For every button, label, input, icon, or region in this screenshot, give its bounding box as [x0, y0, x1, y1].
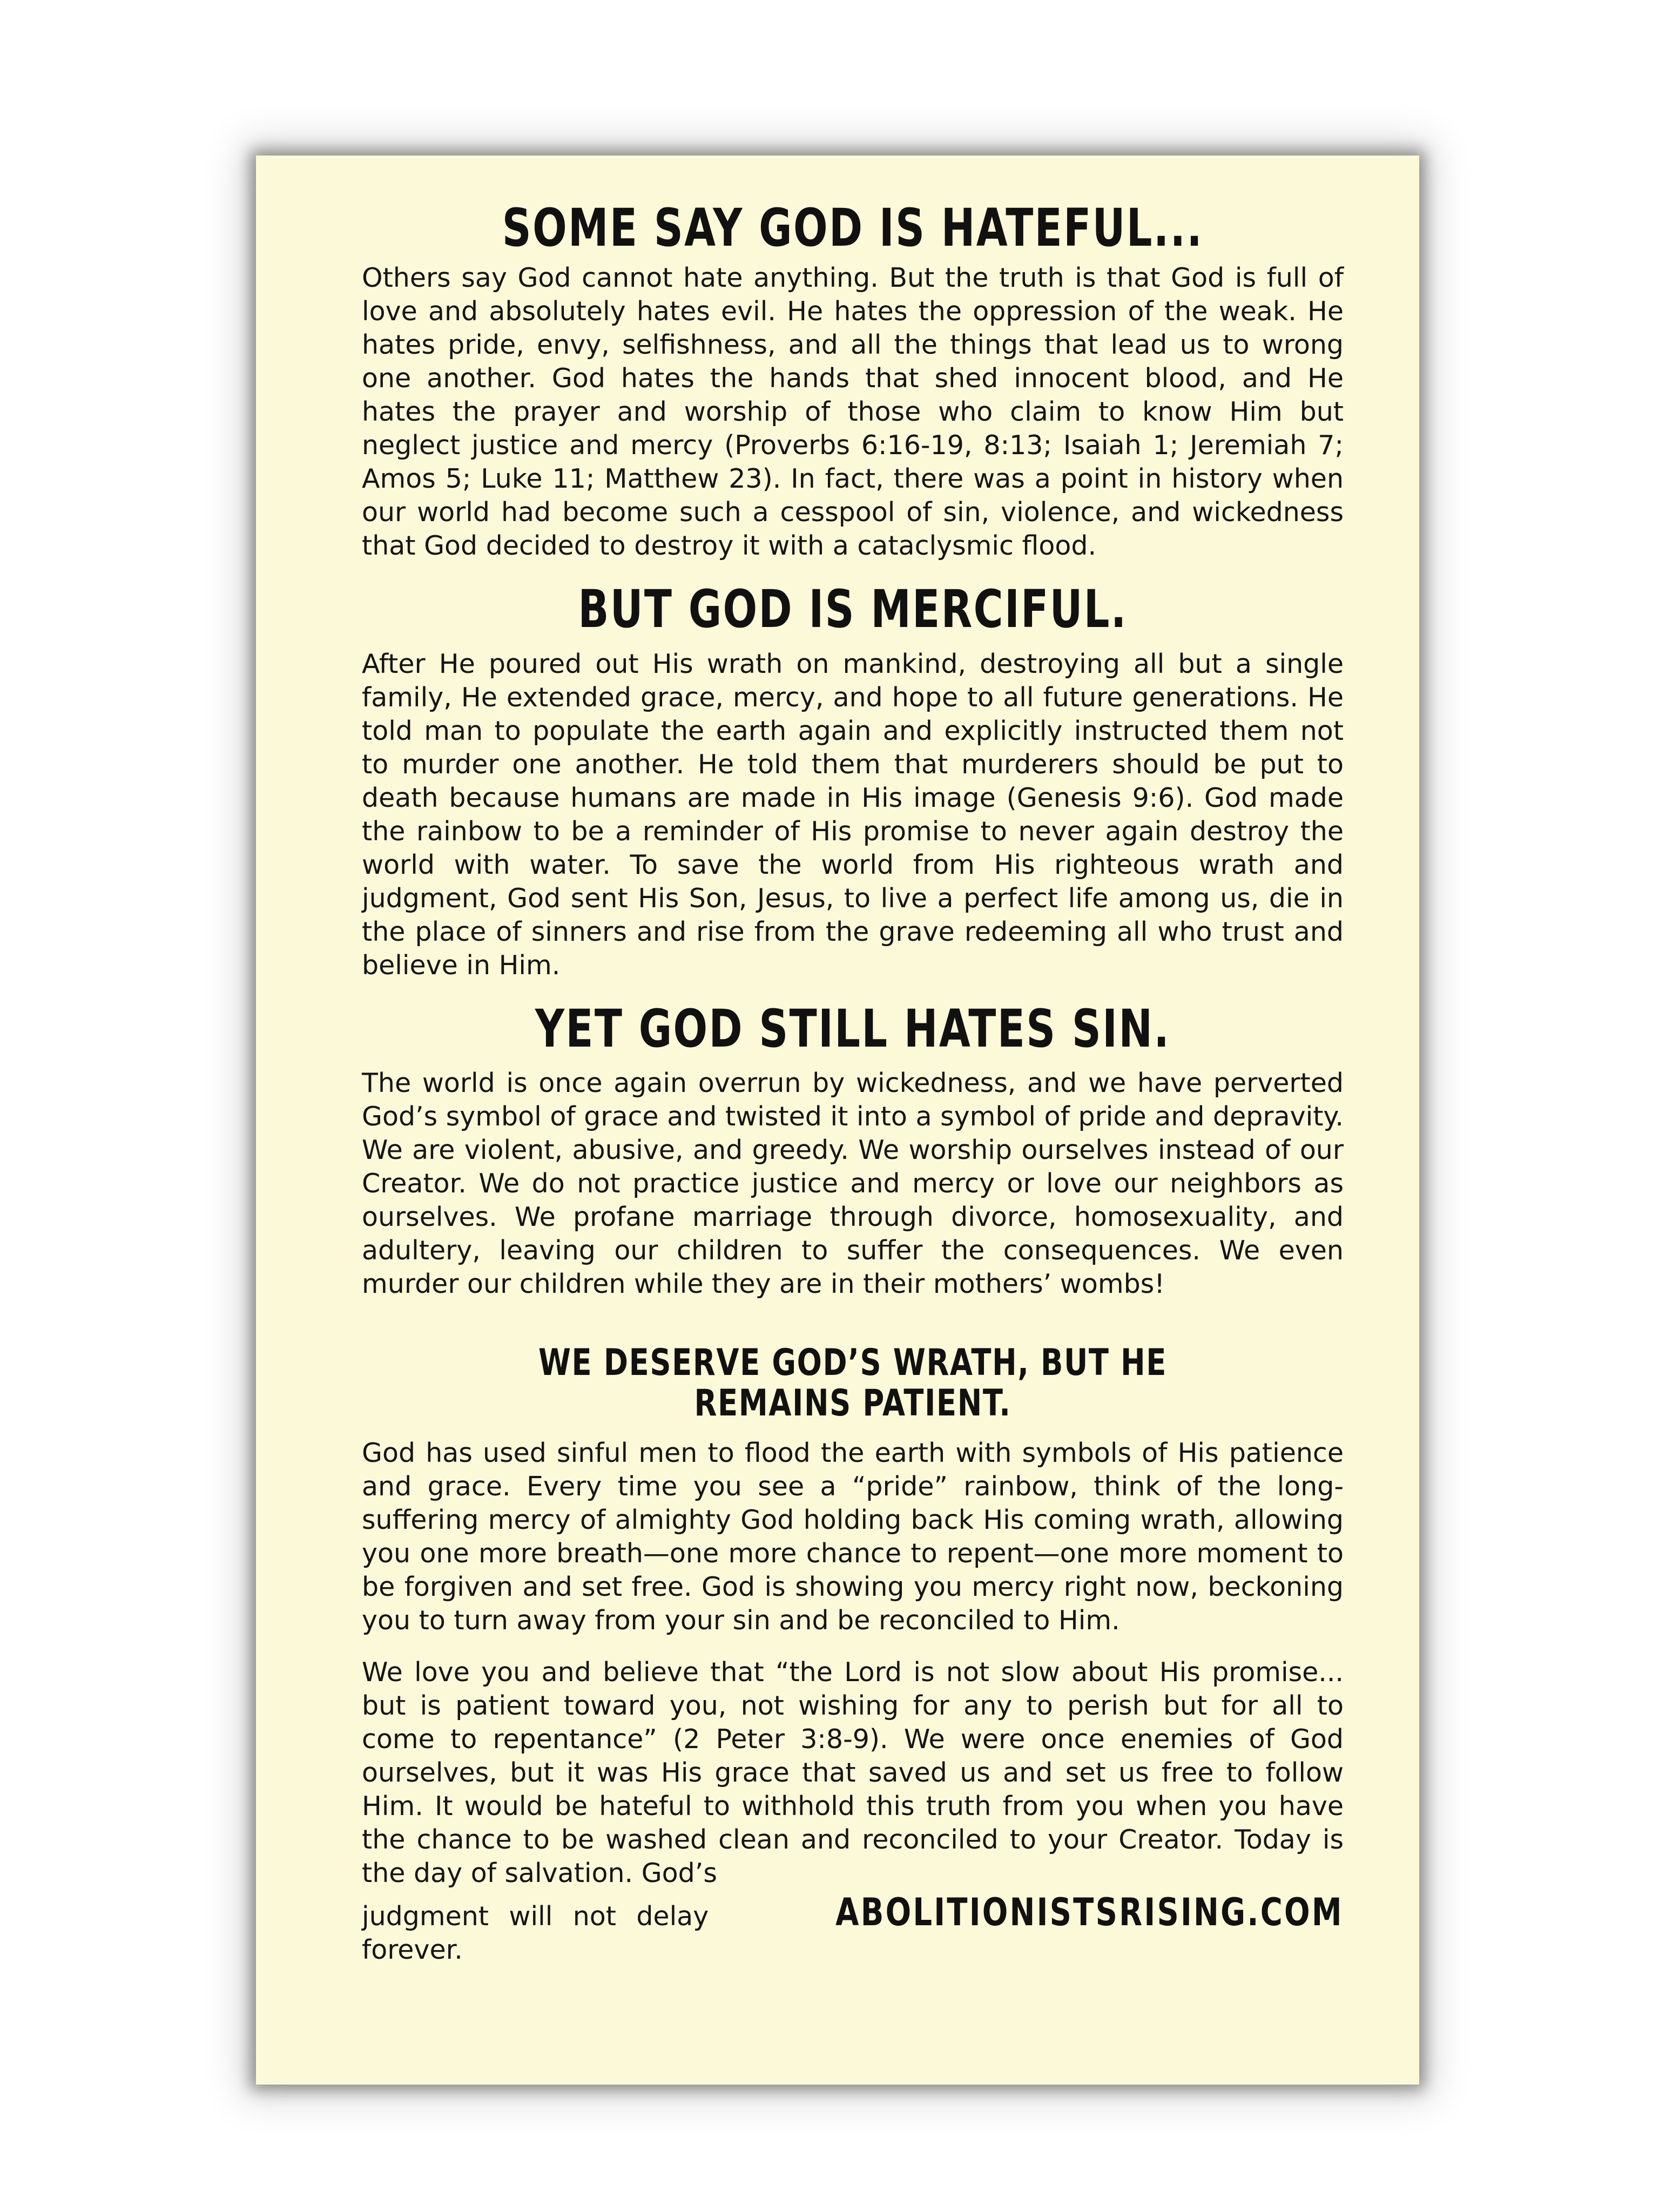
section-heading-hates-sin: YET GOD STILL HATES SIN. [535, 999, 1171, 1060]
section-heading-merciful: BUT GOD IS MERCIFUL. [578, 578, 1128, 639]
tract-card [256, 156, 1419, 2085]
section-body-hates-sin: The world is once again overrun by wickedness, and we have perverted God’s symbol of grace and twisted it into a symbol of pride and depravity. We are violent, abusive, and greedy. We worship ourselves instead of our Creator. We do not practice justice and mercy or love our neighbors as ourselves. We profane marriage through divorce, homosexuality, and adultery, leaving our children to suffer the consequences. We even murder our children while they are in their mothers’ wombs! [362, 1067, 1344, 1299]
closing-last-sentence: judgment will not delay forever. [362, 1901, 709, 1966]
closing-body: We love you and believe that “the Lord is not slow about His promise... but is patient toward you, not wishing for any to perish but for all to come to repentance” (2 Peter 3:8-9). We were once enemies of God ourselves, but it was His grace that saved us and set us free to follow Him. It would be hateful to withhold this truth from you when you have the chance to be washed clean and reconciled to your Creator. Today is the day of salvation. God’s [362, 1657, 1344, 1889]
section-heading-hateful: SOME SAY GOD IS HATEFUL... [502, 198, 1204, 258]
closing-block [362, 1656, 1344, 1967]
section-heading-patient: WE DESERVE GOD’S WRATH, BUT HE REMAINS PATIENT. [538, 1341, 1168, 1425]
section-body-patient: God has used sinful men to flood the earth with symbols of His patience and grace. Every time you see a “pride” rainbow, think of the long-suffering mercy of almighty God holding back His coming wrath, allowing you one more breath—one more chance to repent—one more moment to be forgiven and set free. God is showing you mercy right now, beckoning you to turn away from your sin and be reconciled to Him. [362, 1438, 1344, 1636]
section-body-hateful: Others say God cannot hate anything. But the truth is that God is full of love and absolutely hates evil. He hates the oppression of the weak. He hates pride, envy, selfishness, and all the things that lead us to wrong one another. God hates the hands that shed innocent blood, and He hates the prayer and worship of those who claim to know Him but neglect justice and mercy (Proverbs 6:16-19, 8:13; Isaiah 1; Jeremiah 7; Amos 5; Luke 11; Matthew 23). In fact, there was a point in history when our world had become such a cesspool of sin, violence, and wickedness that God decided to destroy it with a cataclysmic flood. [362, 262, 1344, 561]
section-body-merciful: After He poured out His wrath on mankind, destroying all but a single family, He extended grace, mercy, and hope to all future generations. He told man to populate the earth again and explicitly instructed them not to murder one another. He told them that murderers should be put to death because humans are made in His image (Genesis 9:6). God made the rainbow to be a reminder of His promise to never again destroy the world with water. To save the world from His righteous wrath and judgment, God sent His Son, Jesus, to live a perfect life among us, die in the place of sinners and rise from the grave redeeming all who trust and believe in Him. [362, 649, 1344, 981]
closing-last-line [362, 1890, 1344, 1967]
website-link[interactable]: ABOLITIONISTSRISING.COM [835, 1890, 1344, 1935]
